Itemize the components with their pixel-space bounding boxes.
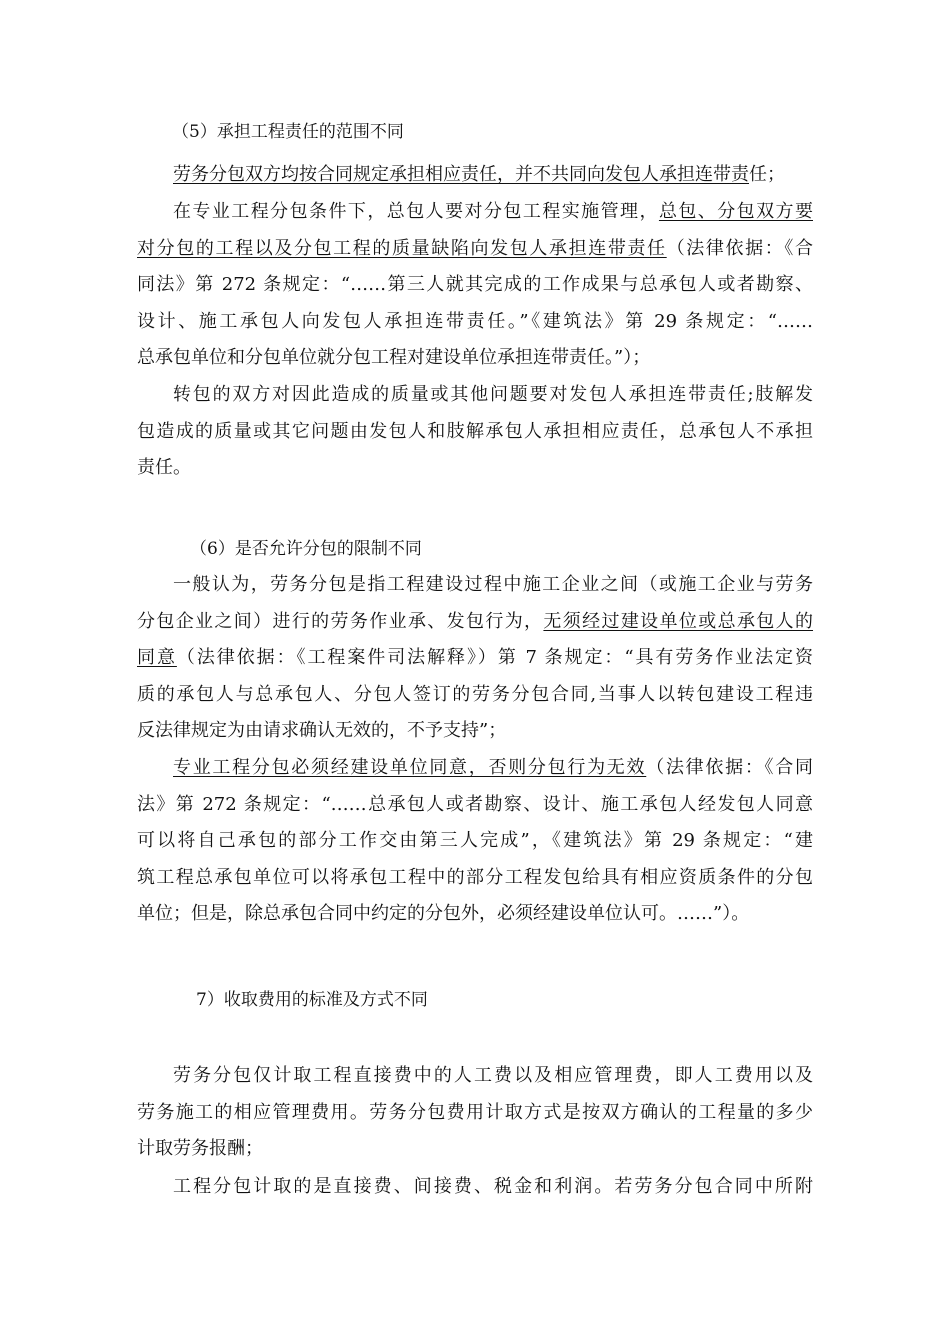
section-6-paragraph-1: 一般认为，劳务分包是指工程建设过程中施工企业之间（或施工企业与劳务 分包企业之间）进行的劳务作业承、发包行为，无须经过建设单位或总承包人的 同意（法律依据：《工程案件司法解释》）第 7 条规定：“具有劳务作业法定资 质的承包人与总承包人、分包人签订的劳务分包合同,当事人以转包建设工程违 反法律规定为由请求确认无效的，不予支持”； bbox=[137, 574, 814, 741]
section-7-paragraph-2: 工程分包计取的是直接费、间接费、税金和利润。若劳务分包合同中所附 bbox=[173, 1176, 813, 1197]
section-5-paragraph-1: 劳务分包双方均按合同规定承担相应责任，并不共同向发包人承担连带责任； bbox=[173, 164, 785, 185]
section-7-heading: 7）收取费用的标准及方式不同 bbox=[196, 990, 428, 1010]
underlined-text: 专业工程分包必须经建设单位同意，否则分包行为无效 bbox=[173, 757, 647, 778]
underlined-text: 无须经过建设单位或总承包人的 bbox=[543, 610, 814, 632]
section-5-paragraph-2: 在专业工程分包条件下，总包人要对分包工程实施管理，总包、分包双方要 对分包的工程以及分包工程的质量缺陷向发包人承担连带责任（法律依据：《合 同法》第 272 条规定：“……第三人就其完成的工作成果与总承包人或者勘察、 设计、施工承包人向发包人承担连带责任。”《建筑法》第 29 条规定：“…… 总承包单位和分包单位就分包工程对建设单位承担连带责任。”）； bbox=[137, 201, 814, 368]
section-7-paragraph-1: 劳务分包仅计取工程直接费中的人工费以及相应管理费，即人工费用以及 劳务施工的相应管理费用。劳务分包费用计取方式是按双方确认的工程量的多少 计取劳务报酬； bbox=[137, 1065, 813, 1159]
section-6-heading: （6）是否允许分包的限制不同 bbox=[190, 539, 422, 559]
underlined-text: 对分包的工程以及分包工程的质量缺陷向发包人承担连带责任 bbox=[137, 237, 667, 259]
underlined-text: 总包、分包双方要 bbox=[658, 201, 813, 222]
underlined-text: 劳务分包双方均按合同规定承担相应责任，并不共同向发包人承担连带责 bbox=[173, 164, 749, 185]
section-5-paragraph-3: 转包的双方对因此造成的质量或其他问题要对发包人承担连带责任;肢解发 包造成的质量或其它问题由发包人和肢解承包人承担相应责任，总承包人不承担 责任。 bbox=[137, 384, 813, 478]
section-6-paragraph-2: 专业工程分包必须经建设单位同意，否则分包行为无效（法律依据：《合同 法》第 272 条规定：“……总承包人或者勘察、设计、施工承包人经发包人同意 可以将自己承包的部分工作交由第三人完成”，《建筑法》第 29 条规定：“建 筑工程总承包单位可以将承包工程中的部分工程发包给具有相应资质条件的分包 单位；但是，除总承包合同中约定的分包外，必须经建设单位认可。……”）。 bbox=[137, 757, 813, 924]
section-5-heading: （5）承担工程责任的范围不同 bbox=[172, 122, 404, 142]
underlined-text: 同意 bbox=[137, 647, 177, 668]
